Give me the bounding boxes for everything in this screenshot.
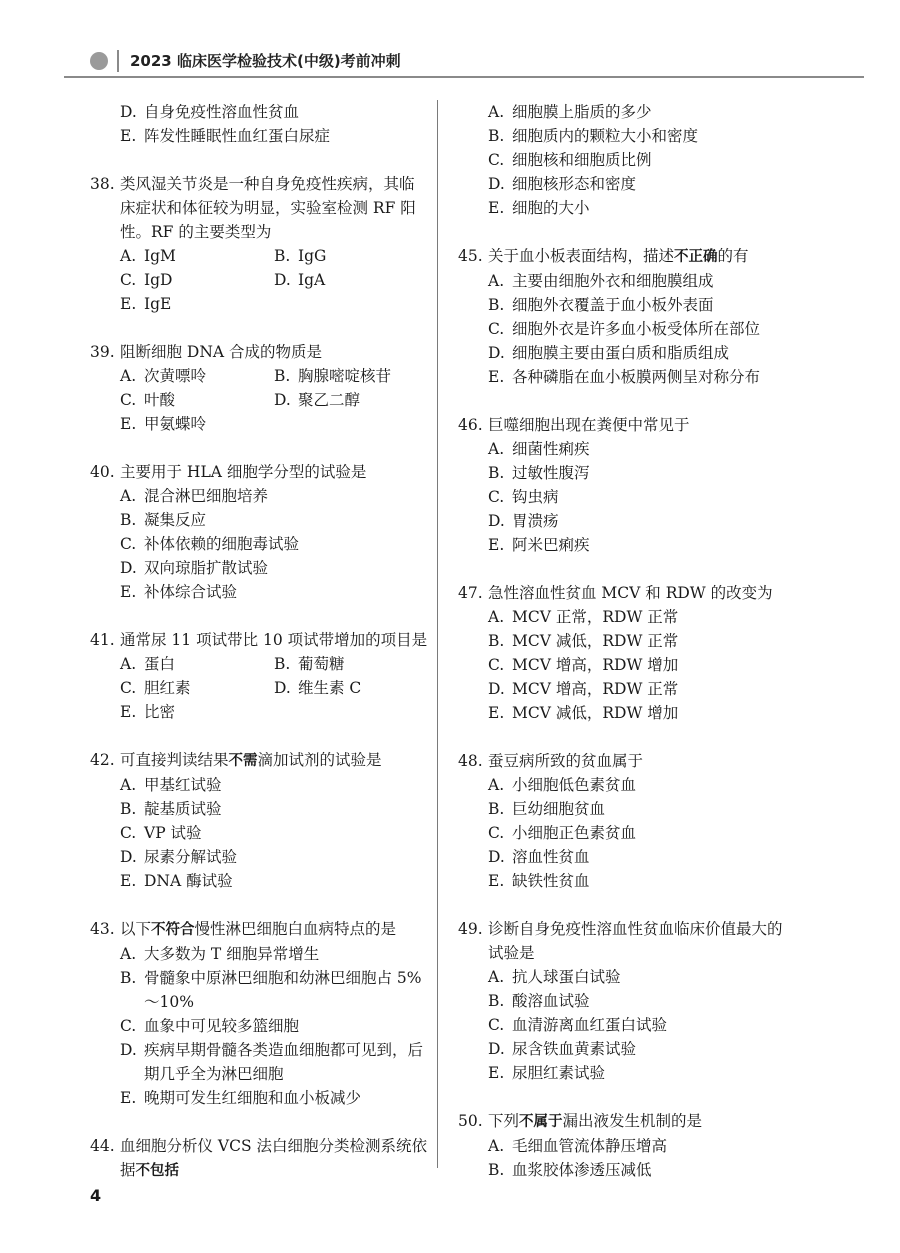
book-logo-icon [90,52,108,70]
option-e: E. 缺铁性贫血 [488,872,590,890]
question-stem: 49. 诊断自身免疫性溶血性贫血临床价值最大的试验是 [458,920,783,962]
question-46 [458,413,794,557]
option-e: E. 比密 [120,703,176,721]
option-e: E. 晚期可发生红细胞和血小板减少 [120,1089,362,1107]
option-d: D. 细胞核形态和密度 [488,175,637,193]
option-e: E. DNA 酶试验 [120,872,233,890]
option-b: B. MCV 减低，RDW 正常 [488,632,679,650]
right-column [458,100,794,1182]
page-number: 4 [90,1186,102,1205]
question-stem: 38. 类风湿关节炎是一种自身免疫性疾病，其临床症状和体征较为明显，实验室检测 RF 阳性。RF 的主要类型为 [90,175,416,241]
option-a: A. 次黄嘌呤 [120,367,207,385]
option-b: B. 骨髓象中原淋巴细胞和幼淋巴细胞占 5%～10% [120,969,422,1011]
option-d: D. 溶血性贫血 [488,848,590,866]
question-stem: 44. 血细胞分析仪 VCS 法白细胞分类检测系统依据不包括 [90,1137,428,1179]
question-stem: 42. 可直接判读结果不需滴加试剂的试验是 [90,751,382,769]
question-44-options [458,100,794,220]
option-c: C. MCV 增高，RDW 增加 [488,656,679,674]
question-stem: 45. 关于血小板表面结构，描述不正确的有 [458,247,749,265]
option-b: B. 细胞质内的颗粒大小和密度 [488,127,699,145]
option-a: A. 细菌性痢疾 [488,440,590,458]
option-a: A. IgM [120,247,176,265]
option-e: E. 阿米巴痢疾 [488,536,590,554]
question-43 [90,917,428,1110]
emphasis-text: 不需 [228,753,258,769]
question-39 [90,340,428,436]
option-c: C. 小细胞正色素贫血 [488,824,637,842]
emphasis-text: 不符合 [151,922,195,938]
question-37-continuation [90,100,428,148]
option-a: A. 蛋白 [120,655,176,673]
option-c: C. IgD [120,271,173,289]
option-c: C. 钩虫病 [488,488,559,506]
question-40 [90,460,428,604]
question-stem: 39. 阻断细胞 DNA 合成的物质是 [90,343,323,361]
question-38 [90,172,428,316]
option-d: D. 聚乙二醇 [274,391,361,409]
option-c: C. 胆红素 [120,679,191,697]
emphasis-text: 不属于 [519,1114,563,1130]
option-d: D. 尿素分解试验 [120,848,238,866]
option-e: E. 尿胆红素试验 [488,1064,606,1082]
option-c: C. 补体依赖的细胞毒试验 [120,535,300,553]
option-c: C. VP 试验 [120,824,202,842]
question-stem: 50. 下列不属于漏出液发生机制的是 [458,1112,703,1130]
emphasis-text: 不正确 [674,249,718,265]
question-45 [458,244,794,389]
page-header [64,44,864,78]
header-divider [117,50,119,72]
option-b: B. 过敏性腹泻 [488,464,590,482]
option-b: B. 葡萄糖 [274,655,345,673]
question-41 [90,628,428,724]
question-47 [458,581,794,725]
column-divider [437,100,438,1168]
question-42 [90,748,428,893]
option-e: E. 各种磷脂在血小板膜两侧呈对称分布 [488,368,761,386]
option-d: D. IgA [274,271,326,289]
option-c: C. 细胞外衣是许多血小板受体所在部位 [488,320,761,338]
option-a: A. 主要由细胞外衣和细胞膜组成 [488,272,714,290]
question-44 [90,1134,428,1183]
option-b: B. 凝集反应 [120,511,207,529]
option-e: E. IgE [120,295,172,313]
option-c: C. 叶酸 [120,391,176,409]
option-a: A. 抗人球蛋白试验 [488,968,621,986]
option-c: C. 血象中可见较多篮细胞 [120,1017,300,1035]
option-c: C. 细胞核和细胞质比例 [488,151,652,169]
question-50 [458,1109,794,1182]
option-b: B. IgG [274,247,327,265]
option-d: D. 疾病早期骨髓各类造血细胞都可见到，后期几乎全为淋巴细胞 [120,1041,424,1083]
option-b: B. 胸腺嘧啶核苷 [274,367,392,385]
option-e: E. MCV 减低，RDW 增加 [488,704,679,722]
left-column [90,100,428,1183]
question-49 [458,917,794,1085]
option-b: B. 细胞外衣覆盖于血小板外表面 [488,296,714,314]
option-c: C. 血清游离血红蛋白试验 [488,1016,668,1034]
question-stem: 43. 以下不符合慢性淋巴细胞白血病特点的是 [90,920,397,938]
option-a: A. 细胞膜上脂质的多少 [488,103,652,121]
question-48 [458,749,794,893]
question-stem: 48. 蚕豆病所致的贫血属于 [458,752,644,770]
header-title: 2023 临床医学检验技术(中级)考前冲刺 [130,52,401,70]
option-a: A. 甲基红试验 [120,776,222,794]
question-stem: 46. 巨噬细胞出现在粪便中常见于 [458,416,690,434]
option-d: D. 尿含铁血黄素试验 [488,1040,637,1058]
option-d: D. 胃溃疡 [488,512,559,530]
option-b: B. 血浆胶体渗透压减低 [488,1161,652,1179]
option-e: E. 甲氨蝶呤 [120,415,207,433]
option-d: D. 细胞膜主要由蛋白质和脂质组成 [488,344,730,362]
emphasis-text: 不包括 [135,1163,180,1179]
option-d: D. 双向琼脂扩散试验 [120,559,269,577]
option-b: B. 酸溶血试验 [488,992,590,1010]
option-d: D. 维生素 C [274,679,362,697]
option-a: A. 小细胞低色素贫血 [488,776,637,794]
option-d: D. MCV 增高，RDW 正常 [488,680,679,698]
question-stem: 40. 主要用于 HLA 细胞学分型的试验是 [90,463,367,481]
question-stem: 41. 通常尿 11 项试带比 10 项试带增加的项目是 [90,631,428,649]
option-b: B. 靛基质试验 [120,800,222,818]
option-a: A. 毛细血管流体静压增高 [488,1137,668,1155]
header-rule [64,76,864,78]
option-a: A. 混合淋巴细胞培养 [120,487,269,505]
question-stem: 47. 急性溶血性贫血 MCV 和 RDW 的改变为 [458,584,773,602]
option-a: A. 大多数为 T 细胞异常增生 [120,945,320,963]
option-d: D. 自身免疫性溶血性贫血 [120,103,300,121]
option-a: A. MCV 正常，RDW 正常 [488,608,679,626]
option-e: E. 补体综合试验 [120,583,238,601]
option-b: B. 巨幼细胞贫血 [488,800,606,818]
option-e: E. 细胞的大小 [488,199,590,217]
option-e: E. 阵发性睡眠性血红蛋白尿症 [120,127,331,145]
